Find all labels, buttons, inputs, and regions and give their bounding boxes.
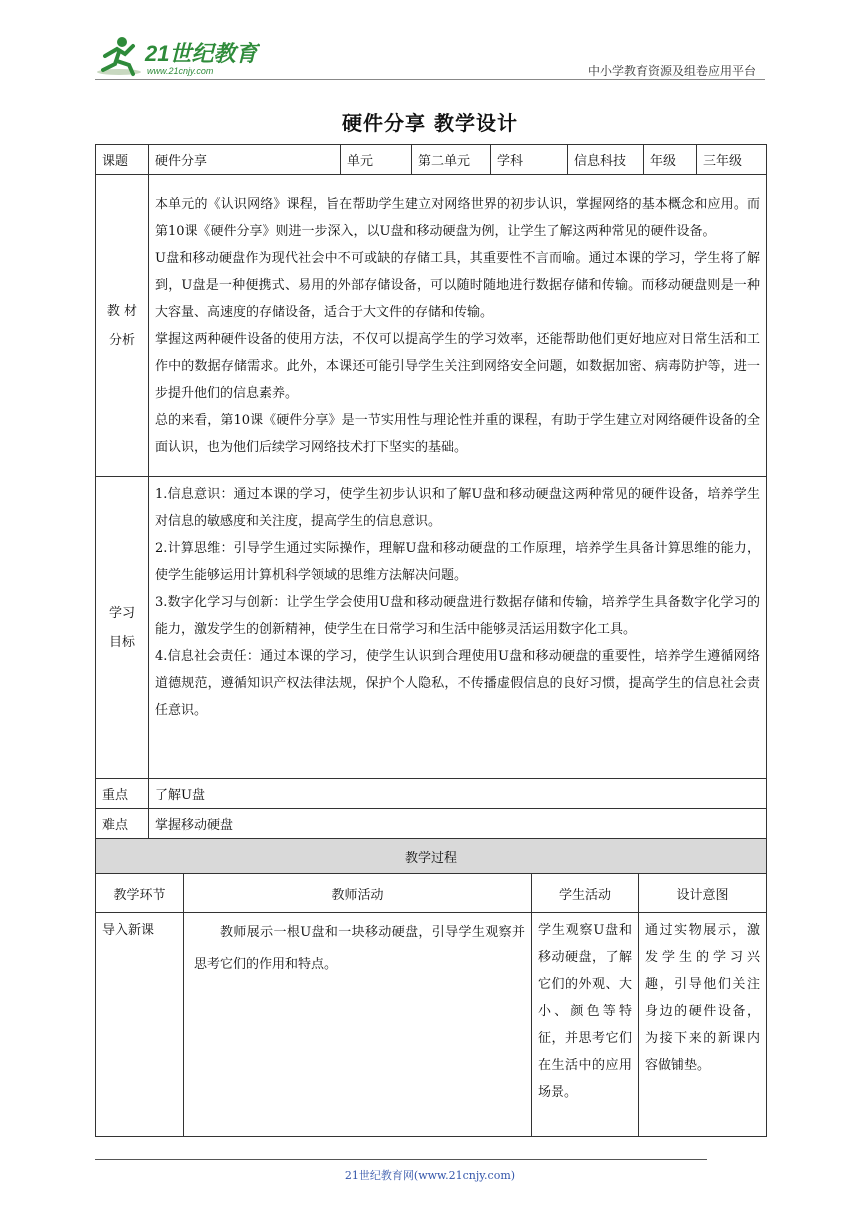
analysis-label xyxy=(96,175,149,477)
key-point-value: 了解U盘 xyxy=(149,779,767,809)
topic-label: 课题 xyxy=(96,145,149,175)
grade-value: 三年级 xyxy=(697,145,767,175)
key-point-label: 重点 xyxy=(96,779,149,809)
design-intent-text: 通过实物展示，激发学生的学习兴趣，引导他们关注身边的硬件设备，为接下来的新课内容做铺垫。 xyxy=(645,923,761,1073)
table-row xyxy=(96,913,767,1137)
footer-link[interactable]: 21世纪教育网(www.21cnjy.com) xyxy=(344,1169,516,1182)
column-header: 教学环节 xyxy=(96,874,184,913)
objectives-row xyxy=(96,477,767,779)
objectives-label xyxy=(96,477,149,779)
unit-value: 第二单元 xyxy=(412,145,491,175)
analysis-label-line2: 分析 xyxy=(108,332,135,348)
topic-value: 硬件分享 xyxy=(149,145,341,175)
column-header: 设计意图 xyxy=(639,874,767,913)
design-intent-cell xyxy=(639,913,767,1137)
analysis-paragraph: U盘和移动硬盘作为现代社会中不可或缺的存储工具，其重要性不言而喻。通过本课的学习，学生将了解到，U盘是一种便携式、易用的外部存储设备，可以随时随地进行数据存储和传输。而移动硬盘则是一种大容量、高速度的存储设备，适合于大文件的存储和传输。 xyxy=(155,250,760,320)
process-section-row xyxy=(96,839,767,874)
site-logo[interactable] xyxy=(95,34,260,78)
page-title: 硬件分享 教学设计 xyxy=(342,111,518,135)
column-header: 教师活动 xyxy=(184,874,532,913)
unit-label: 单元 xyxy=(341,145,412,175)
subject-label: 学科 xyxy=(491,145,568,175)
difficulty-row xyxy=(96,809,767,839)
process-header-row xyxy=(96,874,767,913)
student-activity-text: 学生观察U盘和移动硬盘，了解它们的外观、大小、颜色等特征，并思考它们在生活中的应用场景。 xyxy=(538,923,632,1100)
analysis-paragraph: 掌握这两种硬件设备的使用方法，不仅可以提高学生的学习效率，还能帮助他们更好地应对日常生活和工作中的数据存储需求。此外，本课还可能引导学生关注到网络安全问题，如数据加密、病毒防护等，进一步提升他们的信息素养。 xyxy=(155,331,760,401)
teacher-activity-text: 教师展示一根U盘和一块移动硬盘，引导学生观察并思考它们的作用和特点。 xyxy=(194,925,525,972)
objective-item: 2.计算思维：引导学生通过实际操作，理解U盘和移动硬盘的工作原理，培养学生具备计算思维的能力，使学生能够运用计算机科学领域的思维方法解决问题。 xyxy=(155,541,760,583)
stage-cell xyxy=(96,913,184,1137)
analysis-content xyxy=(149,175,767,477)
objectives-label-line2: 目标 xyxy=(108,634,135,650)
objectives-label-line1: 学习 xyxy=(108,605,135,621)
analysis-label-line1: 教 材 xyxy=(106,303,138,319)
key-point-row xyxy=(96,779,767,809)
objective-item: 3.数字化学习与创新：让学生学会使用U盘和移动硬盘进行数据存储和传输，培养学生具备数字化学习的能力，激发学生的创新精神，使学生在日常学习和生活中能够灵活运用数字化工具。 xyxy=(155,595,760,637)
objective-item: 1.信息意识：通过本课的学习，使学生初步认识和了解U盘和移动硬盘这两种常见的硬件设备，培养学生对信息的敏感度和关注度，提高学生的信息意识。 xyxy=(155,487,760,529)
subject-value: 信息科技 xyxy=(568,145,644,175)
footer-divider xyxy=(95,1159,707,1160)
process-section-title: 教学过程 xyxy=(96,839,767,874)
student-activity-cell xyxy=(532,913,639,1137)
platform-name: 中小学教育资源及组卷应用平台 xyxy=(587,64,756,78)
analysis-paragraph: 本单元的《认识网络》课程，旨在帮助学生建立对网络世界的初步认识，掌握网络的基本概念和应用。而第10课《硬件分享》则进一步深入，以U盘和移动硬盘为例，让学生了解这两种常见的硬件设备。 xyxy=(155,196,760,239)
teaching-process-table xyxy=(95,838,767,1137)
analysis-row xyxy=(96,175,767,477)
lesson-info-table xyxy=(95,144,767,839)
page-header xyxy=(0,0,860,80)
objective-item: 4.信息社会责任：通过本课的学习，使学生认识到合理使用U盘和移动硬盘的重要性，培养学生遵循网络道德规范，遵循知识产权法律法规，保护个人隐私，不传播虚假信息的良好习惯，提高学生的信息社会责任意识。 xyxy=(155,649,760,718)
info-row xyxy=(96,145,767,175)
analysis-paragraph: 总的来看，第10课《硬件分享》是一节实用性与理论性并重的课程，有助于学生建立对网络硬件设备的全面认识，也为他们后续学习网络技术打下坚实的基础。 xyxy=(155,412,760,455)
logo-text: 21世纪教育 xyxy=(145,41,258,66)
column-header: 学生活动 xyxy=(532,874,639,913)
objectives-content xyxy=(149,477,767,779)
runner-logo-icon xyxy=(95,34,260,78)
logo-url: www.21cnjy.com xyxy=(147,66,214,76)
difficulty-label: 难点 xyxy=(96,809,149,839)
header-divider xyxy=(95,79,765,80)
grade-label: 年级 xyxy=(644,145,697,175)
stage-text: 导入新课 xyxy=(102,923,155,938)
difficulty-value: 掌握移动硬盘 xyxy=(149,809,767,839)
teacher-activity-cell xyxy=(184,913,532,1137)
